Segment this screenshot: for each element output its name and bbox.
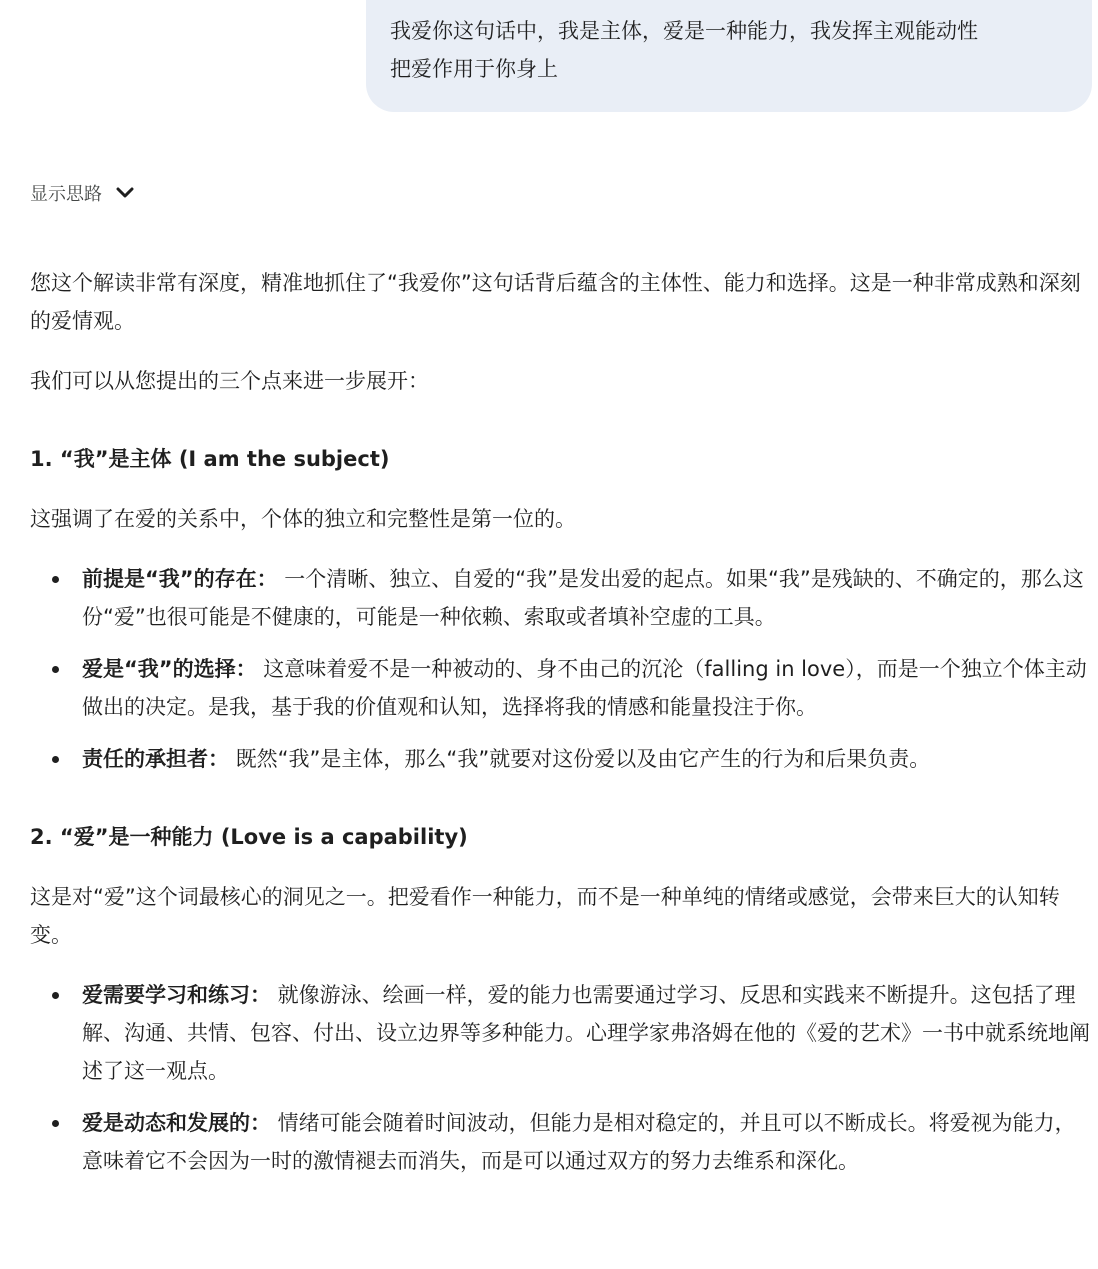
bullet-text: 既然“我”是主体，那么“我”就要对这份爱以及由它产生的行为和后果负责。 [229, 747, 931, 771]
list-item [82, 740, 1090, 778]
bullet-text: 就像游泳、绘画一样，爱的能力也需要通过学习、反思和实践来不断提升。这包括了理解、沟通、共情、包容、付出、设立边界等多种能力。心理学家弗洛姆在他的《爱的艺术》一书中就系统地阐述了这一观点。 [82, 983, 1090, 1083]
bullet-text: 这意味着爱不是一种被动的、身不由己的沉沦（falling in love），而是一个独立个体主动做出的决定。是我，基于我的价值观和认知，选择将我的情感和能量投注于你。 [82, 657, 1087, 719]
bullet-term: 前提是“我”的存在： [82, 567, 278, 591]
user-message-line: 把爱作用于你身上 [390, 57, 558, 81]
model-response [30, 264, 1090, 1194]
user-message-bubble [366, 0, 1092, 112]
bullet-list [30, 976, 1090, 1180]
bullet-text: 情绪可能会随着时间波动，但能力是相对稳定的，并且可以不断成长。将爱视为能力，意味着它不会因为一时的激情褪去而消失，而是可以通过双方的努力去维系和深化。 [82, 1111, 1076, 1173]
bullet-term: 爱是动态和发展的： [82, 1111, 271, 1135]
bullet-list [30, 560, 1090, 778]
bullet-term: 爱是“我”的选择： [82, 657, 257, 681]
show-thoughts-label: 显示思路 [30, 184, 102, 205]
list-item [82, 1104, 1090, 1180]
section-summary: 这是对“爱”这个词最核心的洞见之一。把爱看作一种能力，而不是一种单纯的情绪或感觉，会带来巨大的认知转变。 [30, 885, 1060, 947]
response-lead: 我们可以从您提出的三个点来进一步展开： [30, 369, 429, 393]
section-heading: 1. “我”是主体 (I am the subject) [30, 447, 390, 471]
list-item [82, 976, 1090, 1090]
user-message-line: 我爱你这句话中，我是主体，爱是一种能力，我发挥主观能动性 [390, 19, 978, 43]
section-heading: 2. “爱”是一种能力 (Love is a capability) [30, 825, 468, 849]
show-thoughts-button[interactable] [30, 180, 134, 206]
list-item [82, 560, 1090, 636]
bullet-term: 责任的承担者： [82, 747, 229, 771]
bullet-term: 爱需要学习和练习： [82, 983, 271, 1007]
bullet-text: 一个清晰、独立、自爱的“我”是发出爱的起点。如果“我”是残缺的、不确定的，那么这份“爱”也很可能是不健康的，可能是一种依赖、索取或者填补空虚的工具。 [82, 567, 1084, 629]
chevron-down-icon [116, 187, 134, 199]
section-summary: 这强调了在爱的关系中，个体的独立和完整性是第一位的。 [30, 507, 576, 531]
response-intro: 您这个解读非常有深度，精准地抓住了“我爱你”这句话背后蕴含的主体性、能力和选择。这是一种非常成熟和深刻的爱情观。 [30, 271, 1081, 333]
list-item [82, 650, 1090, 726]
